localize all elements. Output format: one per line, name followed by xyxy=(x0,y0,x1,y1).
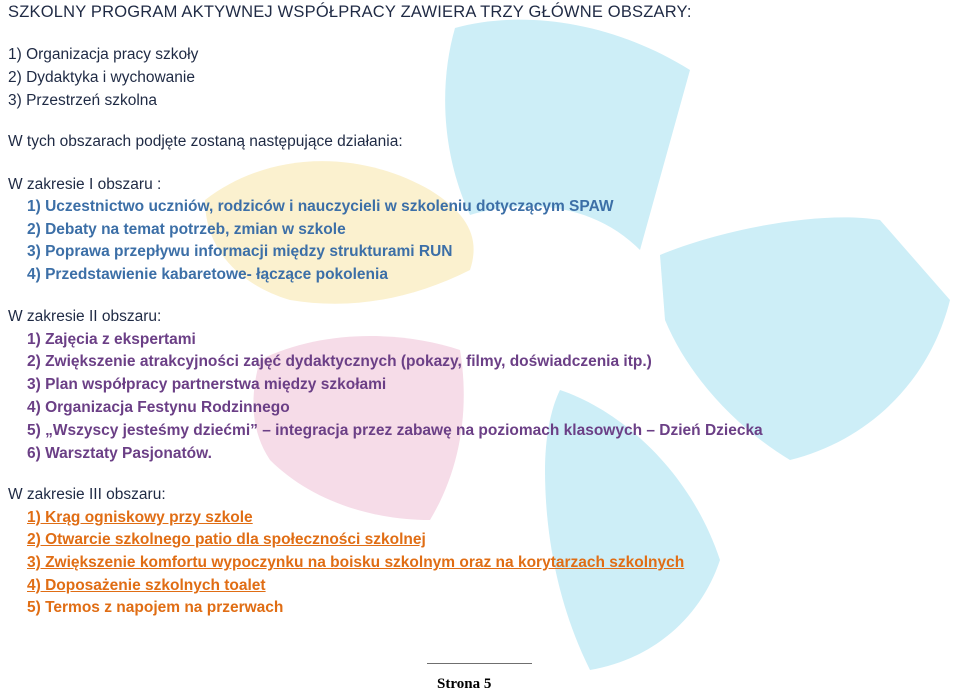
area-item: 2) Dydaktyka i wychowanie xyxy=(8,69,195,86)
section2-item: 6) Warsztaty Pasjonatów. xyxy=(27,445,212,462)
section3-item: 4) Doposażenie szkolnych toalet xyxy=(27,577,266,594)
section3-item: 1) Krąg ogniskowy przy szkole xyxy=(27,509,253,526)
section2-item: 4) Organizacja Festynu Rodzinnego xyxy=(27,399,290,416)
intro-text: W tych obszarach podjęte zostaną następujące działania: xyxy=(8,133,403,150)
section1-title: W zakresie I obszaru : xyxy=(8,176,162,193)
section2-item: 3) Plan współpracy partnerstwa między szkołami xyxy=(27,376,387,393)
section3-item: 5) Termos z napojem na przerwach xyxy=(27,599,284,616)
area-item: 3) Przestrzeń szkolna xyxy=(8,92,158,109)
section3-item: 2) Otwarcie szkolnego patio dla społeczności szkolnej xyxy=(27,531,426,548)
section3-item: 3) Zwiększenie komfortu wypoczynku na boisku szkolnym oraz na korytarzach szkolnych xyxy=(27,554,685,571)
area-item: 1) Organizacja pracy szkoły xyxy=(8,46,199,63)
document-heading: SZKOLNY PROGRAM AKTYWNEJ WSPÓŁPRACY ZAWIERA TRZY GŁÓWNE OBSZARY: xyxy=(8,3,692,21)
page-number: Strona 5 xyxy=(437,676,492,692)
section2-item: 5) „Wszyscy jesteśmy dziećmi” – integracja przez zabawę na poziomach klasowych – Dzień Dziecka xyxy=(27,422,763,439)
section1-item: 3) Poprawa przepływu informacji między strukturami RUN xyxy=(27,243,453,260)
section2-title: W zakresie II obszaru: xyxy=(8,308,162,325)
footer-rule xyxy=(427,663,532,664)
section1-item: 1) Uczestnictwo uczniów, rodziców i nauczycieli w szkoleniu dotyczącym SPAW xyxy=(27,198,614,215)
section1-item: 4) Przedstawienie kabaretowe- łączące pokolenia xyxy=(27,266,388,283)
section2-item: 2) Zwiększenie atrakcyjności zajęć dydaktycznych (pokazy, filmy, doświadczenia itp.) xyxy=(27,353,652,370)
section2-item: 1) Zajęcia z ekspertami xyxy=(27,331,196,348)
section1-item: 2) Debaty na temat potrzeb, zmian w szkole xyxy=(27,221,346,238)
section3-title: W zakresie III obszaru: xyxy=(8,486,166,503)
